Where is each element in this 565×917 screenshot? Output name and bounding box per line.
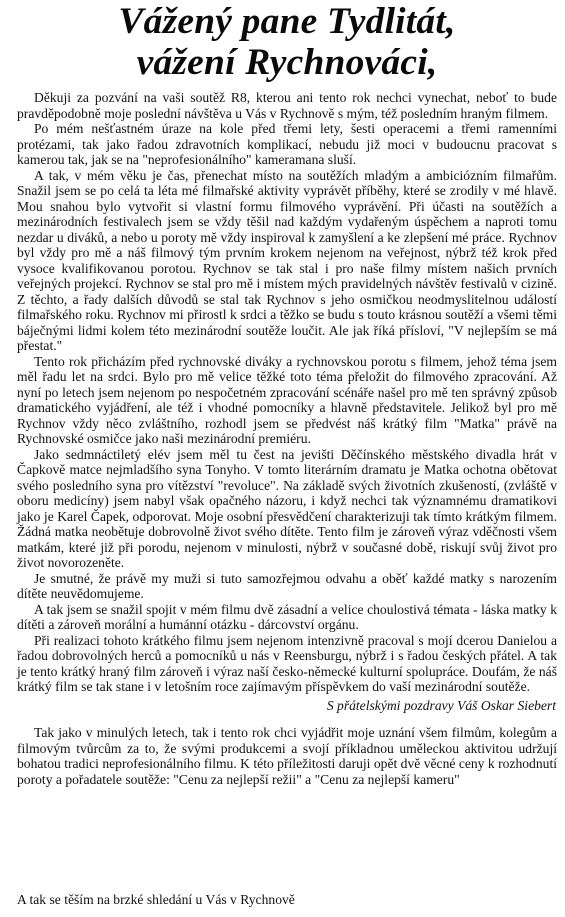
paragraph-injury: Po mém nešťastném úraze na kole před třemi lety, šesti operacemi a třemi ramenními protézami, tak jako řadou zdravotních komplikací, nebudu již moci v budoucnu pracovat s kamerou tak, jak se na "neprofesionálního" kameramana sluší. [17,121,557,167]
paragraph-capek: Jako sedmnáctiletý elév jsem měl tu čest na jevišti Děčínského městského divadla hrát v Čapkově matce nejmladšího syna Tonyho. V tomto literárním dramatu je Matka ochotna obětovat svého posledního syna pro vítězství "revoluce". Na základě svých životních zkušeností, (zvláště v oboru medicíny) jsem nabyl však opačného názoru, i když nechci tak významnému dramatikovi jako je Karel Čapek, odporovat. Moje osobní přesvědčení charakterizuji tak tímto krátkým filmem. Žádná matka neobětuje dobrovolně život svého dítěte. Tento film je zároveň výraz vděčnosti všem matkám, které již při porodu, nejenom v minulosti, nýbrž v současné době, riskují svůj život pro život novorozeněte. [17,446,557,570]
greeting-title-line-1: Vážený pane Tydlitát, [118,1,456,42]
paragraph-realization: Při realizaci tohoto krátkého filmu jsem nejenom intenzivně pracoval s mojí dcerou Danielou a řadou dobrovolných herců a pomocníků u nás v Reensburgu, nýbrž i s řadou českých přátel. A tak je tento krátký hraný film zároveň i výraz naší česko-německé kulturní spolupráce. Doufám, že náš krátký film se tak stane i v letošním roce zajímavým příspěvkem do vaší mezinárodní soutěže. [17,632,557,694]
paragraph-prizes: Tak jako v minulých letech, tak i tento rok chci vyjádřit mojе uznání všem filmům, kolegům a filmovým tvůrcům za to, že svými produkcemi a svojí příkladnou uměleckou aktivitou udržují bohatou tradici neprofesionálního filmu. K této příležitosti daruji opět dvě věcné ceny k rozhodnutí poroty a pořadatele soutěže: "Cenu za nejlepší režii" a "Cenu za nejlepší kameru" [17,725,557,787]
signature: S přátelskými pozdravy Váš Oskar Siebert [326,697,556,713]
letter-body [17,90,557,695]
paragraph-rychnov-history: A tak, v mém věku je čas, přenechat místo na soutěžích mladým a ambiciózním filmařům. Snažil jsem se po celá ta léta mé filmařské aktivity vyprávět příběhy, které se zrodily v mé hlavě. Mou snahou bylo vytvořit si vlastní formu filmového vyprávění. Při účasti na soutěžích a mezinárodních festivalech jsem se vždy těšil nad každým vydařeným úspěchem a naproti tomu nezdar u diváků, a nebo u poroty mě vždy inspiroval k zamyšlení a ke zlepšení mé práce. Rychnov byl vždy pro mě a náš filmový tým prvním krokem nejenom na veřejnost, nýbrž též krok před vysoce kvalifikovanou porotou. Rychnov se tak stal i pro naše filmy místem našich prvních veřejných projekcí. Rychnov se stal pro mě i místem mých pravidelných návštěv festivalů v cizině. Z těchto, a řady dalších důvodů se stal tak Rychnov s jeho osmičkou neodmyslitelnou událostí filmařského roku. Rychnov mi přirostl k srdci a těžko se budu s touto krásnou soutěží a všemi těmi báječnými lidmi kolem této mezinárodní soutěže loučit. Ale jak říká přísloví, "V nejlepším se má přestat." [17,167,557,353]
paragraph-film-matka: Tento rok přicházím před rychnovské diváky a rychnovskou porotu s filmem, jehož téma jsem měl řadu let na srdci. Bylo pro mě velice těžké toto téma přeložit do filmového zpracování. Až nyní po letech jsem nejenom po nespočetném zpracování scénáře našel pro mě ten správný způsob dramatického vyjádření, ale též i vhodné pomocníky a hlavně představitele. Jelikož byl pro mě Rychnov vždy něco zvláštního, rozhodl jsem se předvést náš krátký film "Matka" právě na Rychnovské osmičce jako naši mezinárodní premiéru. [17,353,557,446]
farewell-line: A tak se těším na brzké shledání u Vás v Rychnově [17,892,295,907]
paragraph-courage: Je smutné, že právě my muži si tuto samozřejmou odvahu a oběť každé matky s narozením dítěte neuvědomujeme. [17,570,557,601]
closing-section [17,725,557,787]
greeting-title-line-2: vážení Rychnováci, [136,42,438,83]
paragraph-themes: A tak jsem se snažil spojit v mém filmu dvě zásadní a velice choulostivá témata - láska matky k dítěti a zároveň morální a humánní otázku - dárcovství orgánu. [17,601,557,632]
paragraph-invitation: Děkuji za pozvání na vaši soutěž R8, kterou ani tento rok nechci vynechat, neboť to bude pravděpodobně moje poslední návštěva u Vás v Rychnově s mým, též posledním hraným filmem. [17,90,557,121]
